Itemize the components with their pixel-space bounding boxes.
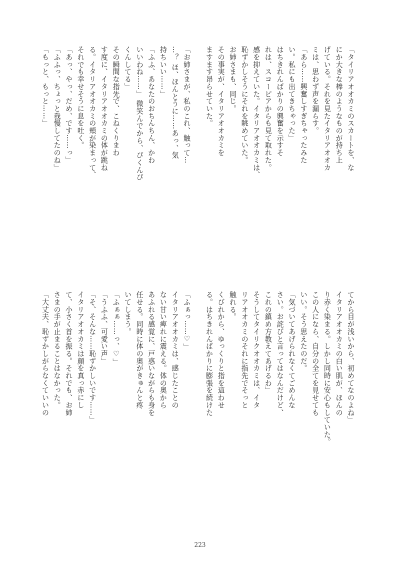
- text-column-top-right: 「タイリアオオカミのスカートを、な にか大きな棒のようなものが持ち上 げている。それを見たイタリアオオカ ミは、思わず声を漏らす。 「あら……興奮しすぎちゃったみた い。私にも出てきちゃった」 はちきれんばかりの興奮を示すそ れは、スコーピアからも見て取れた。 感を抑えていた。イタリアオオカミは、 恥ずかしそうにそれを眺めていた。 お姉さまも、同じ。 その事実が、イタリアオオカミを ますます昂らせていた。: [205, 46, 355, 179]
- text-column-bottom-right: てから目が浅いから、初めてなのよね」 イタリアオオカミの白い肌が、ほんの り赤く染まる。しかし同時に安心もしていた。 この人になら、自分の全てを見せても いい。そう思えたのだ。 「気づいてあげられなくてごめんな さい。お詫びと言ってはなんだけど、 これの鎮め方教えてあげるわ」 そうしてタイリクオオカミは、イタ リアオオカミのそれに指先でそっと 触れる。 くびれから、ゆっくりと指を這わせ る。はちきれんばかりに膨張を続けた: [205, 291, 355, 446]
- text-column-top-left: 「お姉さまが、私のこれ、触って… …？ ほ、ほんとうに……あっ、気 持ちいい……」 「ふふ、あなたのおちんちん、かわ いいわね……」 微笑んでから、ぴくんぴ くんしてる」 その瞬間な指先で、こねくりまわ す度に、イタリアオオカミの体が跳ね る。イタリアオオカミの頬が染まって、 それでも幸せそうに息を吐く。 「あっ、やっ、だめ、です……っ」 「ふふっ、ちょっと我慢してたのね」 「もっと、もっと……」: [41, 46, 191, 181]
- page-number: 223: [194, 542, 206, 549]
- text-column-bottom-left: 「ふぁっ……♡」 イタリアオオカミは、感じたことの ない甘い痺れに震える。体の奥から あふれる感覚に、戸惑いながらも身を 任せる。同時に体の奥がきゅんと疼 いてしまう。 「ふぁぁ……っ、♡」 「うふふ、可愛い声」 「そ、そんな……恥ずかしいです……」 イタリアオオカミは顔を真っ赤にし て、小さく首を振る。それでも、お姉 さまの手が止まることはなかった。 「大丈夫、恥ずかしがらなくていいの: [41, 291, 191, 424]
